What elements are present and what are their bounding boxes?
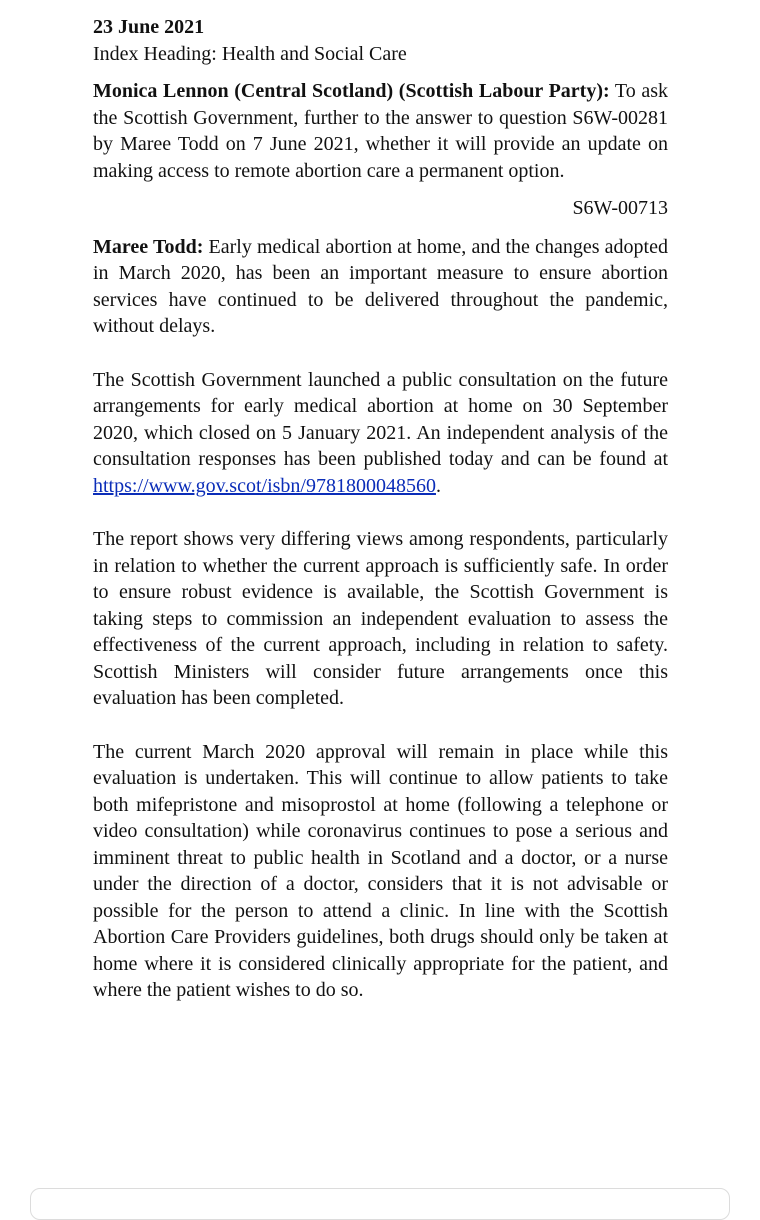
consultation-analysis-link[interactable]: https://www.gov.scot/isbn/9781800048560 bbox=[93, 474, 436, 497]
bottom-toolbar[interactable] bbox=[30, 1188, 730, 1220]
document-date: 23 June 2021 bbox=[93, 16, 205, 38]
index-heading: Index Heading: Health and Social Care bbox=[93, 42, 407, 65]
answer-text-2: The Scottish Government launched a public consultation on the future arrangements for early medical abortion at home on 30 September 2020, which closed on 5 January 2021. An independent analysis of the consultation responses has been published today and can be found at bbox=[93, 368, 668, 470]
parliamentary-question-document bbox=[93, 14, 668, 1004]
answer-text-2-end: . bbox=[435, 474, 441, 497]
question-text: To ask the Scottish Government, further to the answer to question S6W-00281 by Maree Todd on 7 June 2021, whether it will provide an update on making access to remote abortion care a permanent option. bbox=[93, 80, 668, 182]
question-reference: S6W-00713 bbox=[572, 197, 668, 219]
answer-text-1: Early medical abortion at home, and the changes adopted in March 2020, has been an important measure to ensure abortion services have continued to be delivered throughout the pandemic, without delays. bbox=[93, 235, 668, 337]
answer-paragraph-2 bbox=[93, 367, 668, 500]
answer-paragraph-4: The current March 2020 approval will remain in place while this evaluation is undertaken. This will continue to allow patients to take both mifepristone and misoprostol at home (following a telephone or video consultation) while coronavirus continues to pose a serious and imminent threat to public health in Scotland and a doctor, or a nurse under the direction of a doctor, considers that it is not advisable or possible for the person to attend a clinic. In line with the Scottish Abortion Care Providers guidelines, both drugs should only be taken at home where it is considered clinically appropriate for the patient, and where the patient wishes to do so. bbox=[93, 740, 668, 1001]
question-asker: Monica Lennon (Central Scotland) (Scottish Labour Party): bbox=[93, 80, 610, 102]
question-paragraph bbox=[93, 78, 668, 184]
answer-speaker: Maree Todd: bbox=[93, 235, 204, 258]
answer-paragraph-3: The report shows very differing views among respondents, particularly in relation to whether the current approach is sufficiently safe. In order to ensure robust evidence is available, the Scottish Government is taking steps to commission an independent evaluation to assess the effectiveness of the current approach, including in relation to safety. Scottish Ministers will consider future arrangements once this evaluation has been completed. bbox=[93, 528, 668, 709]
answer-paragraph-1 bbox=[93, 234, 668, 340]
